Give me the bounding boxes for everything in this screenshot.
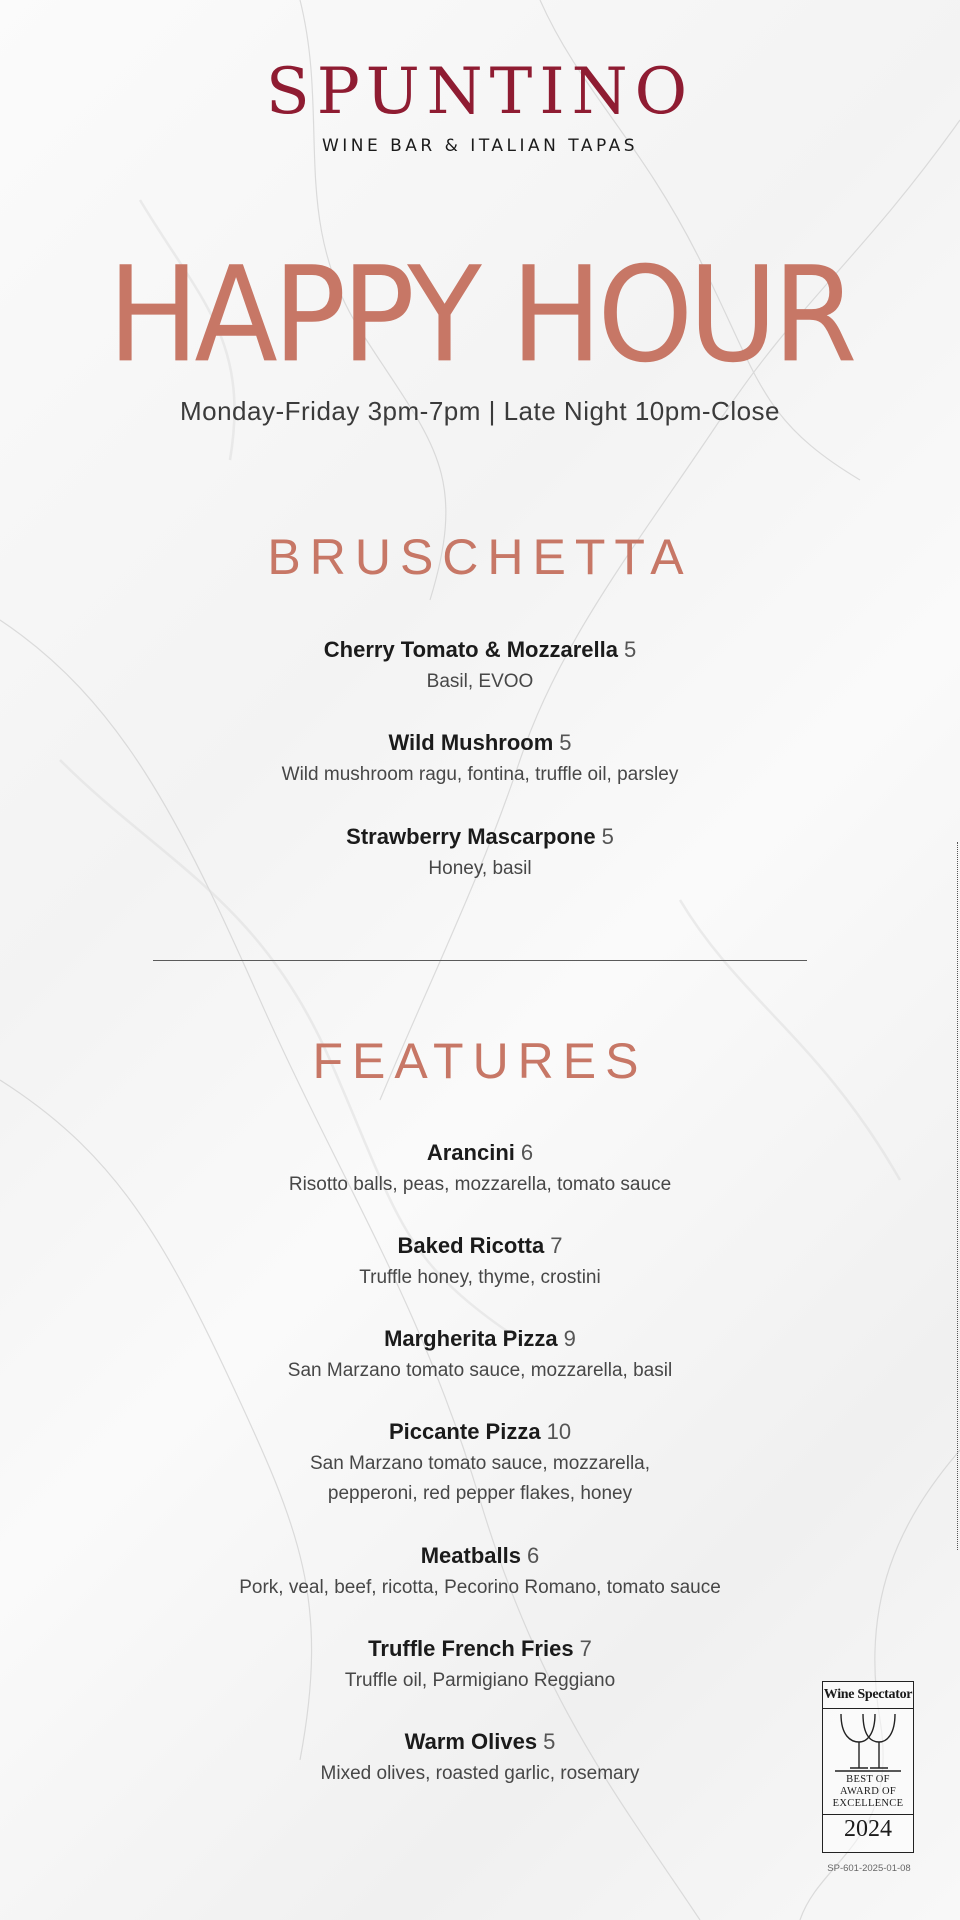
award-line-1: BEST OF (846, 1774, 890, 1785)
item-name: Strawberry Mascarpone (346, 824, 596, 849)
award-line-2: AWARD OF (839, 1786, 897, 1797)
edge-rule (957, 842, 958, 1550)
item-name: Baked Ricotta (397, 1233, 545, 1258)
award-year: 2024 (823, 1814, 913, 1843)
item-price: 7 (550, 1233, 563, 1258)
restaurant-name: SPUNTINO (265, 55, 695, 129)
menu-item (0, 1230, 960, 1293)
item-price: 5 (559, 730, 572, 755)
item-name: Cherry Tomato & Mozzarella (323, 637, 618, 662)
item-description: Basil, EVOO (426, 671, 534, 692)
happy-hour-times: Monday-Friday 3pm-7pm | Late Night 10pm-Close (179, 396, 781, 426)
item-description: Risotto balls, peas, mozzarella, tomato sauce (288, 1174, 672, 1195)
item-description: Wild mushroom ragu, fontina, truffle oil, parsley (281, 764, 679, 785)
award-line-3: EXCELLENCE (832, 1798, 904, 1809)
item-price: 6 (520, 1140, 534, 1165)
item-description: Truffle oil, Parmigiano Reggiano (344, 1670, 616, 1691)
item-name: Truffle French Fries (368, 1636, 574, 1661)
item-name: Meatballs (420, 1543, 521, 1568)
item-description: Honey, basil (428, 858, 532, 879)
menu-item (0, 1416, 960, 1509)
item-name: Arancini (426, 1140, 515, 1165)
item-price: 5 (601, 824, 614, 849)
wine-glasses-icon (833, 1712, 903, 1774)
item-price: 5 (623, 637, 637, 662)
item-name: Margherita Pizza (384, 1326, 558, 1351)
menu-item (0, 1137, 960, 1200)
item-description: San Marzano tomato sauce, mozzarella, basil (287, 1360, 673, 1381)
section-title-bruschetta: BRUSCHETTA (267, 529, 693, 585)
menu-code: SP-601-2025-01-08 (827, 1863, 911, 1874)
item-description: pepperoni, red pepper flakes, honey (327, 1483, 633, 1504)
item-price: 5 (543, 1729, 556, 1754)
item-description: Truffle honey, thyme, crostini (359, 1267, 601, 1288)
item-name: Piccante Pizza (388, 1419, 541, 1444)
item-price: 6 (527, 1543, 540, 1568)
item-price: 10 (546, 1419, 572, 1444)
item-description: Pork, veal, beef, ricotta, Pecorino Romano, tomato sauce (239, 1577, 721, 1598)
item-description: San Marzano tomato sauce, mozzarella, (309, 1453, 651, 1474)
restaurant-tagline: WINE BAR & ITALIAN TAPAS (321, 136, 639, 156)
section-divider (153, 960, 807, 961)
item-description: Mixed olives, roasted garlic, rosemary (320, 1763, 640, 1784)
menu-item (0, 1726, 960, 1789)
menu-item (0, 1633, 960, 1696)
menu-item (0, 727, 960, 790)
item-name: Wild Mushroom (388, 730, 554, 755)
item-price: 7 (579, 1636, 592, 1661)
award-publisher: Wine Spectator (823, 1682, 913, 1709)
section-title-features: FEATURES (312, 1033, 648, 1089)
item-price: 9 (563, 1326, 576, 1351)
item-name: Warm Olives (404, 1729, 538, 1754)
menu-item (0, 634, 960, 697)
wine-spectator-award-badge (822, 1681, 914, 1853)
menu-item (0, 1540, 960, 1603)
menu-item (0, 1323, 960, 1386)
happy-hour-title: HAPPY HOUR (107, 238, 853, 392)
menu-item (0, 821, 960, 884)
